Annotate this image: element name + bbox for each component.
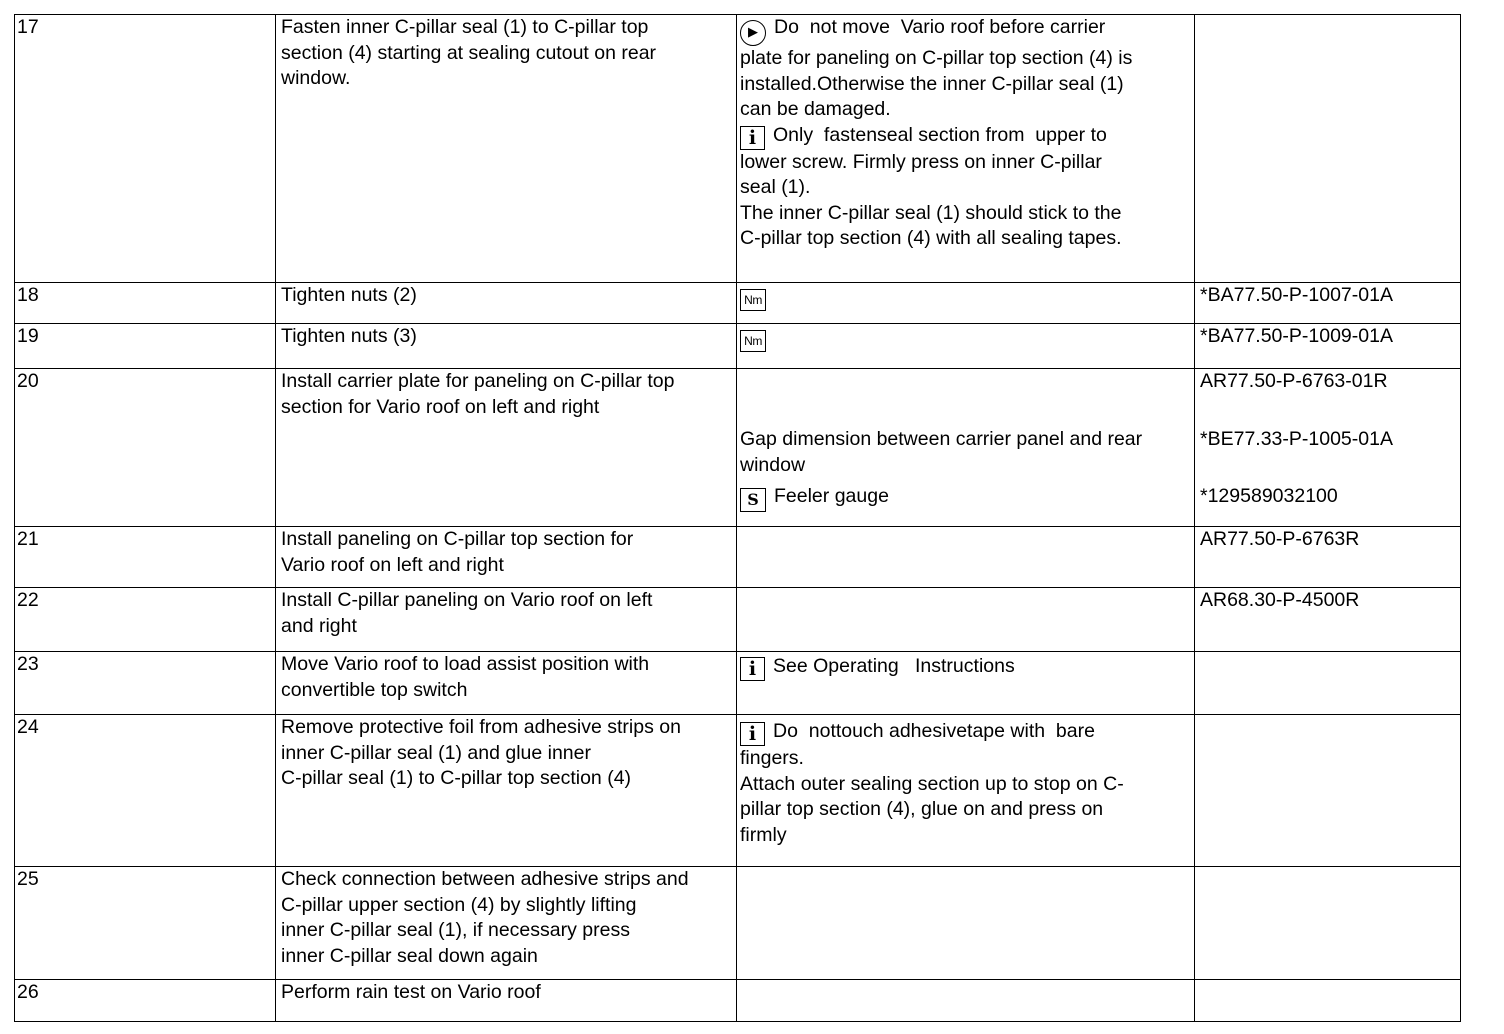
info-icon: i (740, 657, 765, 681)
note-text: Only fastenseal section from upper to (773, 123, 1107, 146)
note-line (740, 484, 1194, 512)
table-row (15, 283, 1461, 324)
note-text: Attach outer sealing section up to stop on C- (740, 772, 1124, 795)
operation-line: Install C-pillar paneling on Vario roof on left (281, 589, 653, 611)
operation-line: Tighten nuts (2) (281, 284, 417, 306)
info-icon: i (740, 722, 765, 746)
step-number: 26 (15, 980, 276, 1022)
note-line (740, 97, 1194, 123)
reference-link[interactable]: *BA77.50-P-1007-01A (1200, 284, 1393, 306)
notes-cell (737, 652, 1195, 715)
operation-text (276, 980, 737, 1022)
notes-cell (737, 369, 1195, 527)
special-tool-icon: S (740, 488, 766, 512)
info-icon: i (740, 126, 765, 150)
note-text: pillar top section (4), glue on and press on (740, 798, 1104, 820)
note-text: installed.Otherwise the inner C-pillar seal (1) (740, 72, 1124, 95)
note-line (740, 15, 1194, 46)
step-number: 18 (15, 283, 276, 324)
reference-link[interactable]: *BA77.50-P-1009-01A (1200, 325, 1393, 347)
step-number: 19 (15, 324, 276, 369)
operation-line: Tighten nuts (3) (281, 325, 417, 347)
notes-cell (737, 527, 1195, 588)
operation-line: Install paneling on C-pillar top section for (281, 528, 634, 550)
operation-text (276, 588, 737, 652)
note-text: See Operating Instructions (773, 655, 1015, 677)
note-text: can be damaged. (740, 98, 891, 120)
note-line (740, 772, 1194, 798)
note-block (740, 283, 1194, 311)
note-line (740, 453, 1194, 479)
operation-line: inner C-pillar seal (1) and glue inner (281, 741, 591, 764)
notes-cell (737, 15, 1195, 283)
operation-line: section for Vario roof on left and right (281, 395, 600, 418)
step-number: 23 (15, 652, 276, 715)
note-text: Do nottouch adhesivetape with bare (773, 720, 1095, 742)
table-row (15, 652, 1461, 715)
note-line (740, 283, 1194, 311)
operation-text (276, 369, 737, 527)
operation-text (276, 283, 737, 324)
note-line (740, 654, 1194, 681)
note-text: window (740, 453, 806, 476)
reference-cell (1195, 283, 1461, 324)
reference-cell (1195, 980, 1461, 1022)
operation-line: window. (281, 67, 351, 89)
reference-link[interactable]: *BE77.33-P-1005-01A (1200, 427, 1393, 450)
table-row (15, 527, 1461, 588)
note-line (740, 72, 1194, 98)
step-number: 25 (15, 867, 276, 980)
note-line (740, 719, 1194, 746)
notes-cell (737, 980, 1195, 1022)
notes-cell (737, 283, 1195, 324)
note-line (740, 324, 1194, 352)
reference-cell (1195, 324, 1461, 369)
note-text: The inner C-pillar seal (1) should stick to the (740, 201, 1122, 224)
note-block (740, 123, 1194, 252)
note-line (740, 123, 1194, 150)
reference-cell (1195, 652, 1461, 715)
note-line (740, 823, 1194, 849)
step-number: 20 (15, 369, 276, 527)
table-row (15, 15, 1461, 283)
torque-nm-icon: Nm (740, 330, 766, 352)
notes-cell (737, 588, 1195, 652)
reference-cell (1195, 527, 1461, 588)
torque-nm-icon: Nm (740, 289, 766, 311)
operation-line: inner C-pillar seal (1), if necessary press (281, 919, 630, 941)
note-block (740, 484, 1194, 512)
operation-line: and right (281, 614, 357, 637)
notes-cell (737, 867, 1195, 980)
note-text: plate for paneling on C-pillar top section (4) is (740, 47, 1133, 69)
reference-cell (1195, 369, 1461, 527)
reference-cell (1195, 15, 1461, 283)
operation-text (276, 527, 737, 588)
note-line (740, 175, 1194, 201)
note-block (740, 427, 1194, 478)
step-number: 17 (15, 15, 276, 283)
operation-line: Vario roof on left and right (281, 553, 504, 576)
procedure-table (14, 14, 1461, 1022)
operation-text (276, 15, 737, 283)
table-row (15, 867, 1461, 980)
note-text: Gap dimension between carrier panel and rear (740, 428, 1143, 450)
notes-cell (737, 324, 1195, 369)
operation-line: section (4) starting at sealing cutout on rear (281, 41, 657, 64)
operation-text (276, 867, 737, 980)
reference-cell (1195, 588, 1461, 652)
operation-line: Move Vario roof to load assist position with (281, 653, 650, 675)
note-line (740, 150, 1194, 176)
operation-line: Perform rain test on Vario roof (281, 981, 541, 1003)
operation-line: C-pillar upper section (4) by slightly lifting (281, 893, 637, 916)
step-number: 21 (15, 527, 276, 588)
table-row (15, 324, 1461, 369)
reference-link[interactable]: AR77.50-P-6763-01R (1200, 370, 1388, 392)
operation-line: inner C-pillar seal down again (281, 944, 538, 967)
note-block (740, 324, 1194, 352)
warning-icon: ▶ (740, 20, 766, 46)
operation-text (276, 324, 737, 369)
note-text: seal (1). (740, 176, 811, 198)
note-line (740, 746, 1194, 772)
table-row (15, 369, 1461, 527)
operation-text (276, 715, 737, 867)
reference-link[interactable]: *129589032100 (1200, 485, 1338, 507)
note-block (740, 719, 1194, 848)
note-block (740, 15, 1194, 123)
table-row (15, 715, 1461, 867)
operation-line: convertible top switch (281, 678, 468, 701)
note-line (740, 201, 1194, 227)
reference-cell (1195, 867, 1461, 980)
reference-link[interactable]: AR77.50-P-6763R (1200, 528, 1360, 550)
operation-line: Check connection between adhesive strips and (281, 868, 689, 890)
note-text: Do not move Vario roof before carrier (774, 16, 1106, 38)
notes-cell (737, 715, 1195, 867)
operation-line: Install carrier plate for paneling on C-pillar top (281, 370, 675, 392)
step-number: 24 (15, 715, 276, 867)
reference-link[interactable]: AR68.30-P-4500R (1200, 589, 1360, 611)
note-line (740, 427, 1194, 453)
note-block (740, 654, 1194, 681)
operation-line: Fasten inner C-pillar seal (1) to C-pillar top (281, 16, 649, 38)
note-text: C-pillar top section (4) with all sealing tapes. (740, 227, 1122, 249)
step-number: 22 (15, 588, 276, 652)
operation-text (276, 652, 737, 715)
reference-cell (1195, 715, 1461, 867)
note-text: fingers. (740, 747, 804, 769)
note-line (740, 46, 1194, 72)
note-text: lower screw. Firmly press on inner C-pillar (740, 150, 1102, 173)
operation-line: Remove protective foil from adhesive strips on (281, 716, 681, 738)
table-row (15, 980, 1461, 1022)
operation-line: C-pillar seal (1) to C-pillar top section (4) (281, 767, 632, 789)
note-line (740, 226, 1194, 252)
note-text: firmly (740, 823, 787, 846)
table-row (15, 588, 1461, 652)
note-line (740, 797, 1194, 823)
note-text: Feeler gauge (774, 485, 889, 507)
